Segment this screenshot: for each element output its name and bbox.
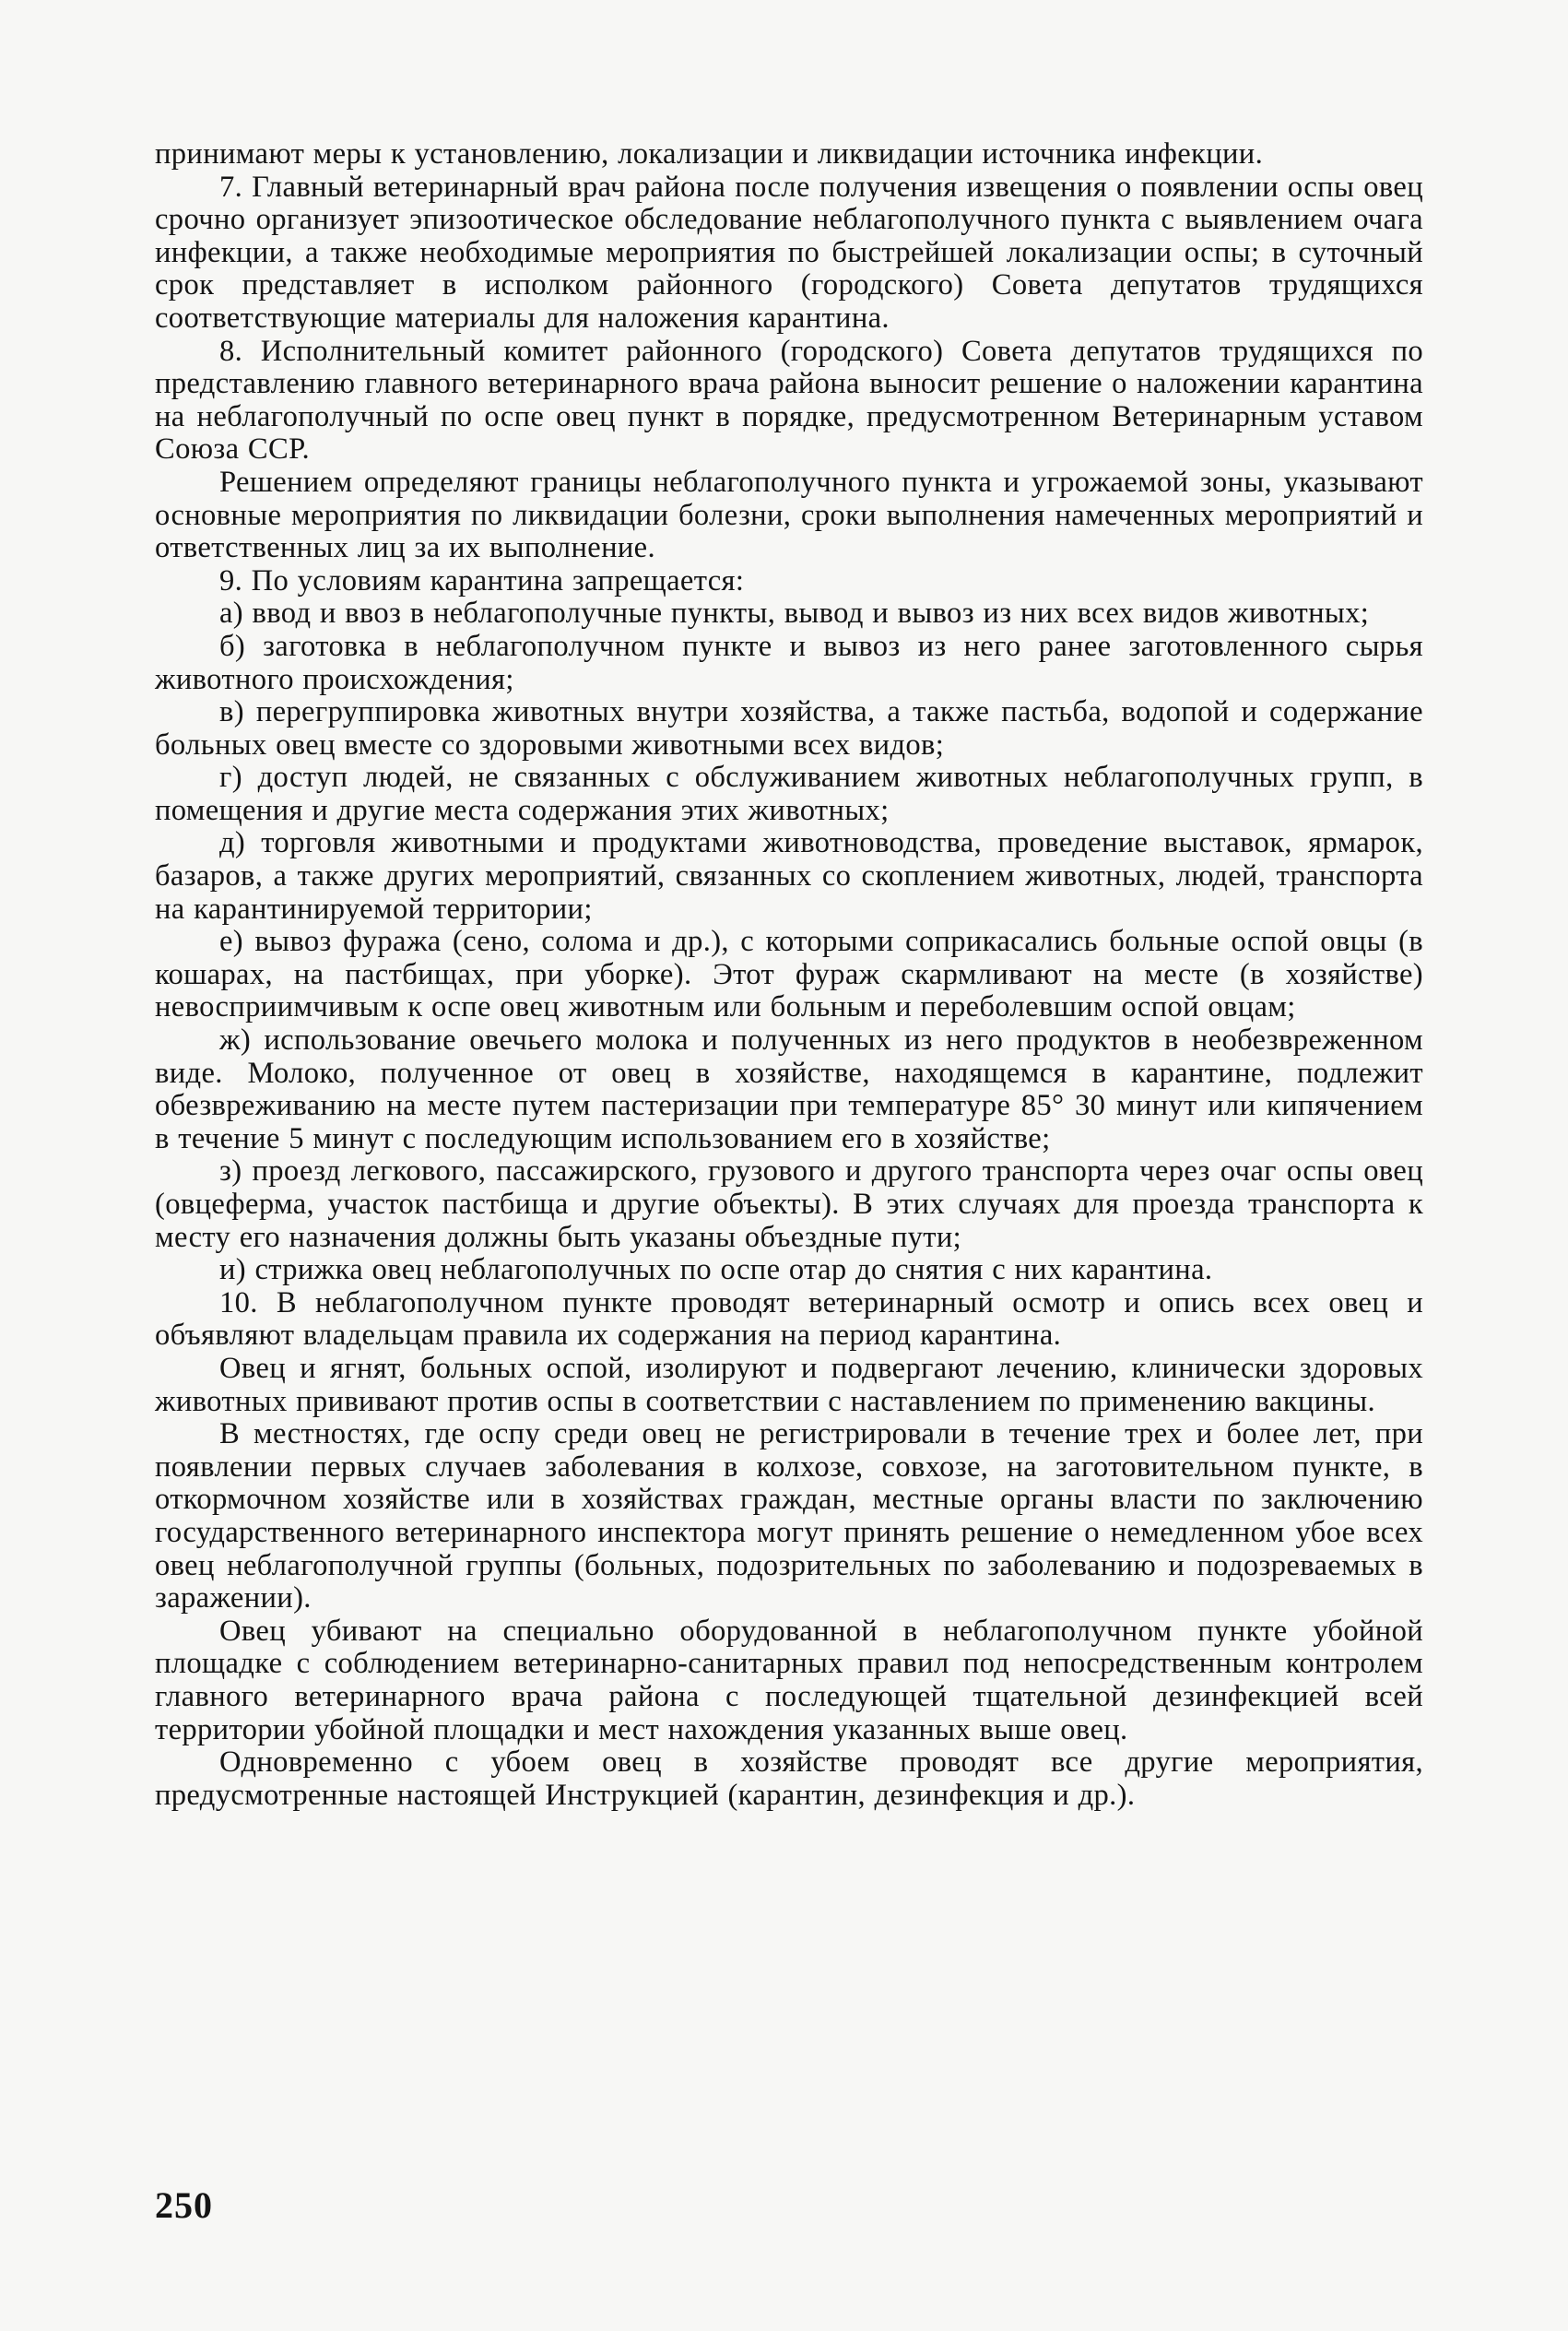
list-item-zh: ж) использование овечьего молока и полученных из него продуктов в необезвреженном виде. Молоко, полученное от овец в хозяйстве, находящемся в карантине, подлежит обезвреживанию на месте путем пастеризации при температуре 85° 30 минут или кипячением в течение 5 минут с последующим использованием его в хозяйстве; <box>155 1024 1423 1155</box>
paragraph-9: 9. По условиям карантина запрещается: <box>219 563 745 598</box>
paragraph-other-measures: Одновременно с убоем овец в хозяйстве проводят все другие мероприятия, предусмотренные настоящей Инструкцией (карантин, дезинфекция и др.). <box>155 1745 1423 1812</box>
paragraph-continuation: принимают меры к установлению, локализации и ликвидации источника инфекции. <box>155 137 1264 171</box>
paragraph-slaughter-site: Овец убивают на специально оборудованной в неблагополучном пункте убойной площадке с соблюдением ветеринарно-санитарных правил под непосредственным контролем главного ветеринарного врача района с последующей тщательной дезинфекцией всей территории убойной площадки и мест нахождения указанных выше овец. <box>155 1614 1423 1746</box>
list-item-d: д) торговля животными и продуктами животноводства, проведение выставок, ярмарок, базаров, а также других мероприятий, связанных со скоплением животных, людей, транспорта на карантинируемой территории; <box>155 826 1423 926</box>
document-body <box>155 138 1423 1812</box>
list-item-b: б) заготовка в неблагополучном пункте и вывоз из него ранее заготовленного сырья животного происхождения; <box>155 629 1423 696</box>
paragraph-8-decision: Решением определяют границы неблагополучного пункта и угрожаемой зоны, указывают основные мероприятия по ликвидации болезни, сроки выполнения намеченных мероприятий и ответственных лиц за их выполнение. <box>155 465 1423 565</box>
paragraph-10: 10. В неблагополучном пункте проводят ветеринарный осмотр и опись всех овец и объявляют владельцам правила их содержания на период карантина. <box>155 1285 1423 1353</box>
paragraph-8: 8. Исполнительный комитет районного (городского) Совета депутатов трудящихся по представлению главного ветеринарного врача района выносит решение о наложении карантина на неблагополучный по оспе овец пункт в порядке, предусмотренном Ветеринарным уставом Союза ССР. <box>155 334 1423 467</box>
list-item-i: и) стрижка овец неблагополучных по оспе отар до снятия с них карантина. <box>219 1253 1213 1287</box>
list-item-a: а) ввод и ввоз в неблагополучные пункты, вывод и вывоз из них всех видов животных; <box>219 597 1370 631</box>
list-item-z: з) проезд легкового, пассажирского, грузового и другого транспорта через очаг оспы овец (овцеферма, участок пастбища и другие объекты). В этих случаях для проезда транспорта к месту его назначения должны быть указаны объездные пути; <box>155 1154 1423 1254</box>
paragraph-slaughter-decision: В местностях, где оспу среди овец не регистрировали в течение трех и более лет, при появлении первых случаев заболевания в колхозе, совхозе, на заготовительном пункте, в откормочном хозяйстве или в хозяйствах граждан, местные органы власти по заключению государственного ветеринарного инспектора могут принять решение о немедленном убое всех овец неблагополучной группы (больных, подозрительных по заболеванию и подозреваемых в заражении). <box>155 1417 1423 1615</box>
list-item-e: е) вывоз фуража (сено, солома и др.), с которыми соприкасались больные оспой овцы (в кошарах, на пастбищах, при уборке). Этот фураж скармливают на месте (в хозяйстве) невосприимчивым к оспе овец животным или больным и переболевшим оспой овцам; <box>155 925 1423 1024</box>
page-number: 250 <box>155 2184 213 2226</box>
paragraph-treatment: Овец и ягнят, больных оспой, изолируют и подвергают лечению, клинически здоровых животных прививают против оспы в соответствии с наставлением по применению вакцины. <box>155 1351 1423 1418</box>
list-item-v: в) перегруппировка животных внутри хозяйства, а также пастьба, водопой и содержание больных овец вместе со здоровыми животными всех видов; <box>155 695 1423 762</box>
list-item-g: г) доступ людей, не связанных с обслуживанием животных неблагополучных групп, в помещения и другие места содержания этих животных; <box>155 761 1423 827</box>
paragraph-7: 7. Главный ветеринарный врач района после получения извещения о появлении оспы овец срочно организует эпизоотическое обследование неблагополучного пункта с выявлением очага инфекции, а также необходимые мероприятия по быстрейшей локализации оспы; в суточный срок представляет в исполком районного (городского) Совета депутатов трудящихся соответствующие материалы для наложения карантина. <box>155 170 1423 335</box>
